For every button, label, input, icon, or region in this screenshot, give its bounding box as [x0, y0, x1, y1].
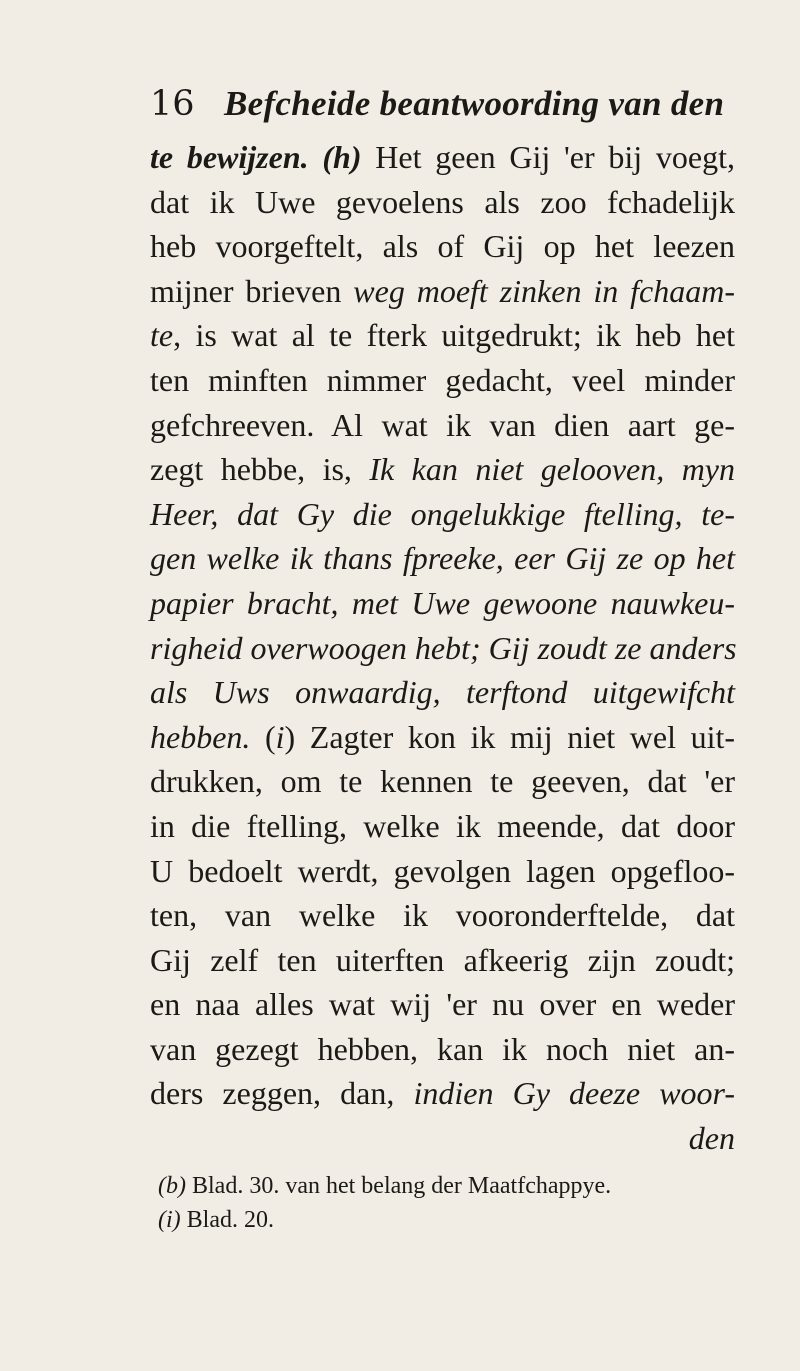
text-line [150, 982, 735, 1027]
footnote-marker: (b) [158, 1173, 186, 1199]
text-segment: in die ftelling, welke ik meende, dat door [150, 807, 735, 844]
text-segment: U bedoelt werdt, gevolgen lagen opgefloo- [150, 852, 735, 889]
text-line [150, 447, 735, 492]
text-line [150, 536, 735, 581]
body-text [150, 135, 735, 1161]
text-line [150, 135, 735, 180]
text-segment: den [688, 1120, 735, 1157]
text-line [150, 670, 735, 715]
page-number: 16 [150, 84, 195, 124]
text-line [150, 1027, 735, 1072]
text-line [150, 715, 735, 760]
footnote [158, 1203, 718, 1237]
text-segment: i [275, 718, 285, 755]
text-segment: mijner brieven [150, 272, 354, 309]
footnote-text: Blad. 20. [180, 1207, 274, 1233]
text-line [150, 759, 735, 804]
text-line [150, 269, 735, 314]
text-line [150, 938, 735, 983]
text-segment: Heer, dat Gy die ongelukkige ftelling, te- [150, 495, 735, 532]
text-segment: Gij zelf ten uiterften afkeerig zijn zoudt; [150, 941, 735, 978]
text-line [150, 804, 735, 849]
text-segment: papier bracht, met Uwe gewoone nauwkeu- [150, 584, 735, 621]
text-segment: te bewijzen. ( [150, 139, 334, 175]
text-line [150, 849, 735, 894]
text-segment: ) Zagter kon ik mij niet wel uit- [284, 718, 736, 755]
text-line [150, 180, 735, 225]
text-segment: weg moeft zinken in fchaam- [353, 272, 736, 309]
text-segment: indien Gy deeze woor- [413, 1075, 736, 1112]
footnote-text: Blad. 30. van het belang der Maatfchappye. [185, 1173, 612, 1199]
running-title: Befcheide beantwoording van den [224, 84, 725, 123]
running-header [150, 82, 725, 126]
text-line [150, 313, 735, 358]
footnote [158, 1169, 718, 1203]
text-segment: ) [350, 139, 362, 175]
text-line [150, 358, 735, 403]
text-segment: drukken, om te kennen te geeven, dat 'er [150, 763, 735, 800]
text-segment: h [333, 139, 351, 175]
text-line [150, 1071, 735, 1116]
text-line [150, 626, 735, 671]
text-segment: ten, van welke ik vooronderftelde, dat [150, 897, 735, 934]
text-segment: ( [250, 718, 276, 755]
footnote-marker: (i) [158, 1207, 181, 1233]
text-line [150, 581, 735, 626]
text-segment: gefchreeven. Al wat ik van dien aart ge- [150, 406, 735, 443]
text-segment: hebben. [150, 718, 251, 755]
text-segment: heb voorgeftelt, als of Gij op het leezen [150, 228, 735, 265]
text-segment: ten minften nimmer gedacht, veel minder [150, 361, 735, 398]
text-segment: zegt hebbe, is, [150, 451, 370, 488]
text-segment: ders zeggen, dan, [150, 1075, 414, 1112]
text-line [150, 224, 735, 269]
text-line [150, 893, 735, 938]
text-segment: , is wat al te fterk uitgedrukt; ik heb het [173, 317, 735, 354]
text-segment: dat ik Uwe gevoelens als zoo fchadelijk [150, 183, 735, 220]
text-segment: Het geen Gij 'er bij voegt, [361, 139, 736, 175]
text-segment: Ik kan niet gelooven, myn [369, 451, 736, 488]
footnotes [158, 1169, 718, 1237]
text-segment: te [150, 317, 174, 354]
text-line [150, 492, 735, 537]
text-segment: righeid overwoogen hebt; Gij zoudt ze anders [150, 629, 737, 666]
text-segment: van gezegt hebben, kan ik noch niet an- [150, 1030, 735, 1067]
text-segment: als Uws onwaardig, terftond uitgewifcht [150, 674, 735, 711]
text-segment: en naa alles wat wij 'er nu over en weder [150, 986, 735, 1023]
text-segment: gen welke ik thans fpreeke, eer Gij ze op het [150, 540, 735, 577]
text-line [150, 403, 735, 448]
text-line [150, 1116, 735, 1161]
